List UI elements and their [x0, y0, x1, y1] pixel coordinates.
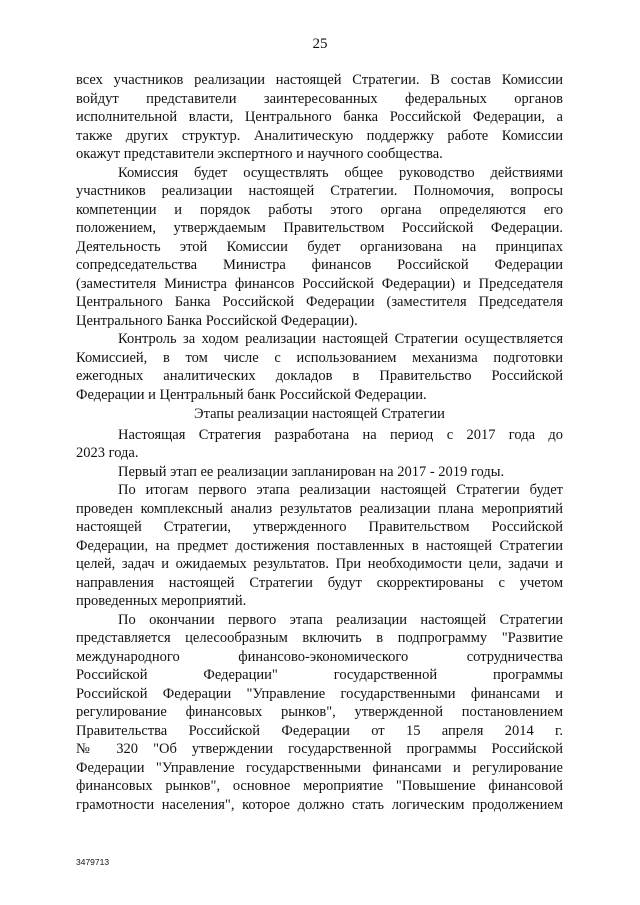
document-code: 3479713 — [76, 857, 110, 867]
text-line: войдут представители заинтересованных федеральных органов — [76, 90, 563, 107]
text-line: положением, утверждаемым Правительством Российской Федерации. — [76, 220, 563, 236]
text-line: всех участников реализации настоящей Стратегии. В состав Комиссии — [76, 72, 563, 88]
text-line: международного финансово-экономического сотрудничества — [76, 648, 563, 665]
text-line: Контроль за ходом реализации настоящей Стратегии осуществляется — [118, 331, 563, 347]
text-line: Российской Федерации" государственной программы — [76, 667, 563, 683]
text-line: финансовых рынков", основное мероприятие "Повышение финансовой — [76, 778, 563, 794]
text-line: компетенции и порядок работы этого органа определяются его — [76, 201, 563, 218]
text-line: ежегодных аналитических докладов в Правительство Российской — [76, 368, 563, 384]
text-line: грамотности населения", которое должно стать логическим продолжением — [76, 796, 563, 813]
text-line: Комиссией, в том числе с использованием механизма подготовки — [76, 349, 563, 366]
text-line: сопредседательства Министра финансов Российской Федерации — [76, 257, 563, 273]
text-line: регулирование финансовых рынков", утвержденной постановлением — [76, 704, 563, 720]
text-line: Федерации и Центральный банк Российской Федерации. — [76, 386, 427, 403]
text-line: представляется целесообразным включить в подпрограмму "Развитие — [76, 630, 563, 646]
text-line: Правительства Российской Федерации от 15 апреля 2014 г. — [76, 722, 563, 739]
text-line: Центрального Банка Российской Федерации (заместителя Председателя — [76, 294, 563, 310]
text-line: Центрального Банка Российской Федерации). — [76, 312, 358, 329]
text-line: проведен комплексный анализ результатов реализации плана мероприятий — [76, 500, 563, 517]
text-line: Деятельность этой Комиссии будет организована на принципах — [76, 238, 563, 255]
text-line: По итогам первого этапа реализации настоящей Стратегии будет — [118, 482, 563, 498]
text-line: исполнительной власти, Центрального банка Российской Федерации, а — [76, 109, 563, 125]
text-line: Федерации "Управление государственными финансами и регулирование — [76, 759, 563, 776]
document-body — [76, 71, 563, 814]
section-heading: Этапы реализации настоящей Стратегии — [194, 406, 445, 422]
text-line: направления настоящей Стратегии будут скорректированы с учетом — [76, 574, 563, 591]
text-line: также других структур. Аналитическую поддержку работе Комиссии — [76, 127, 563, 144]
text-line: участников реализации настоящей Стратегии. Полномочия, вопросы — [76, 183, 563, 199]
page-number: 25 — [312, 36, 328, 52]
text-line: Федерации, на предмет достижения поставленных в настоящей Стратегии — [76, 537, 563, 554]
text-line: № 320 "Об утверждении государственной программы Российской — [76, 741, 563, 757]
text-line: По окончании первого этапа реализации настоящей Стратегии — [118, 611, 563, 628]
text-line: (заместителя Министра финансов Российской Федерации) и Председателя — [76, 275, 563, 292]
text-line: целей, задач и ожидаемых результатов. При необходимости цели, задачи и — [76, 556, 563, 572]
text-line: окажут представители экспертного и научного сообщества. — [76, 146, 443, 162]
text-line: Настоящая Стратегия разработана на период с 2017 года до — [118, 426, 563, 443]
text-line: Первый этап ее реализации запланирован на 2017 - 2019 годы. — [118, 463, 505, 480]
text-line: настоящей Стратегии, утвержденного Правительством Российской — [76, 519, 563, 535]
text-line: Российской Федерации "Управление государственными финансами и — [76, 685, 563, 702]
text-line: проведенных мероприятий. — [76, 593, 247, 609]
text-line: 2023 года. — [76, 445, 139, 461]
text-line: Комиссия будет осуществлять общее руководство действиями — [118, 164, 563, 181]
